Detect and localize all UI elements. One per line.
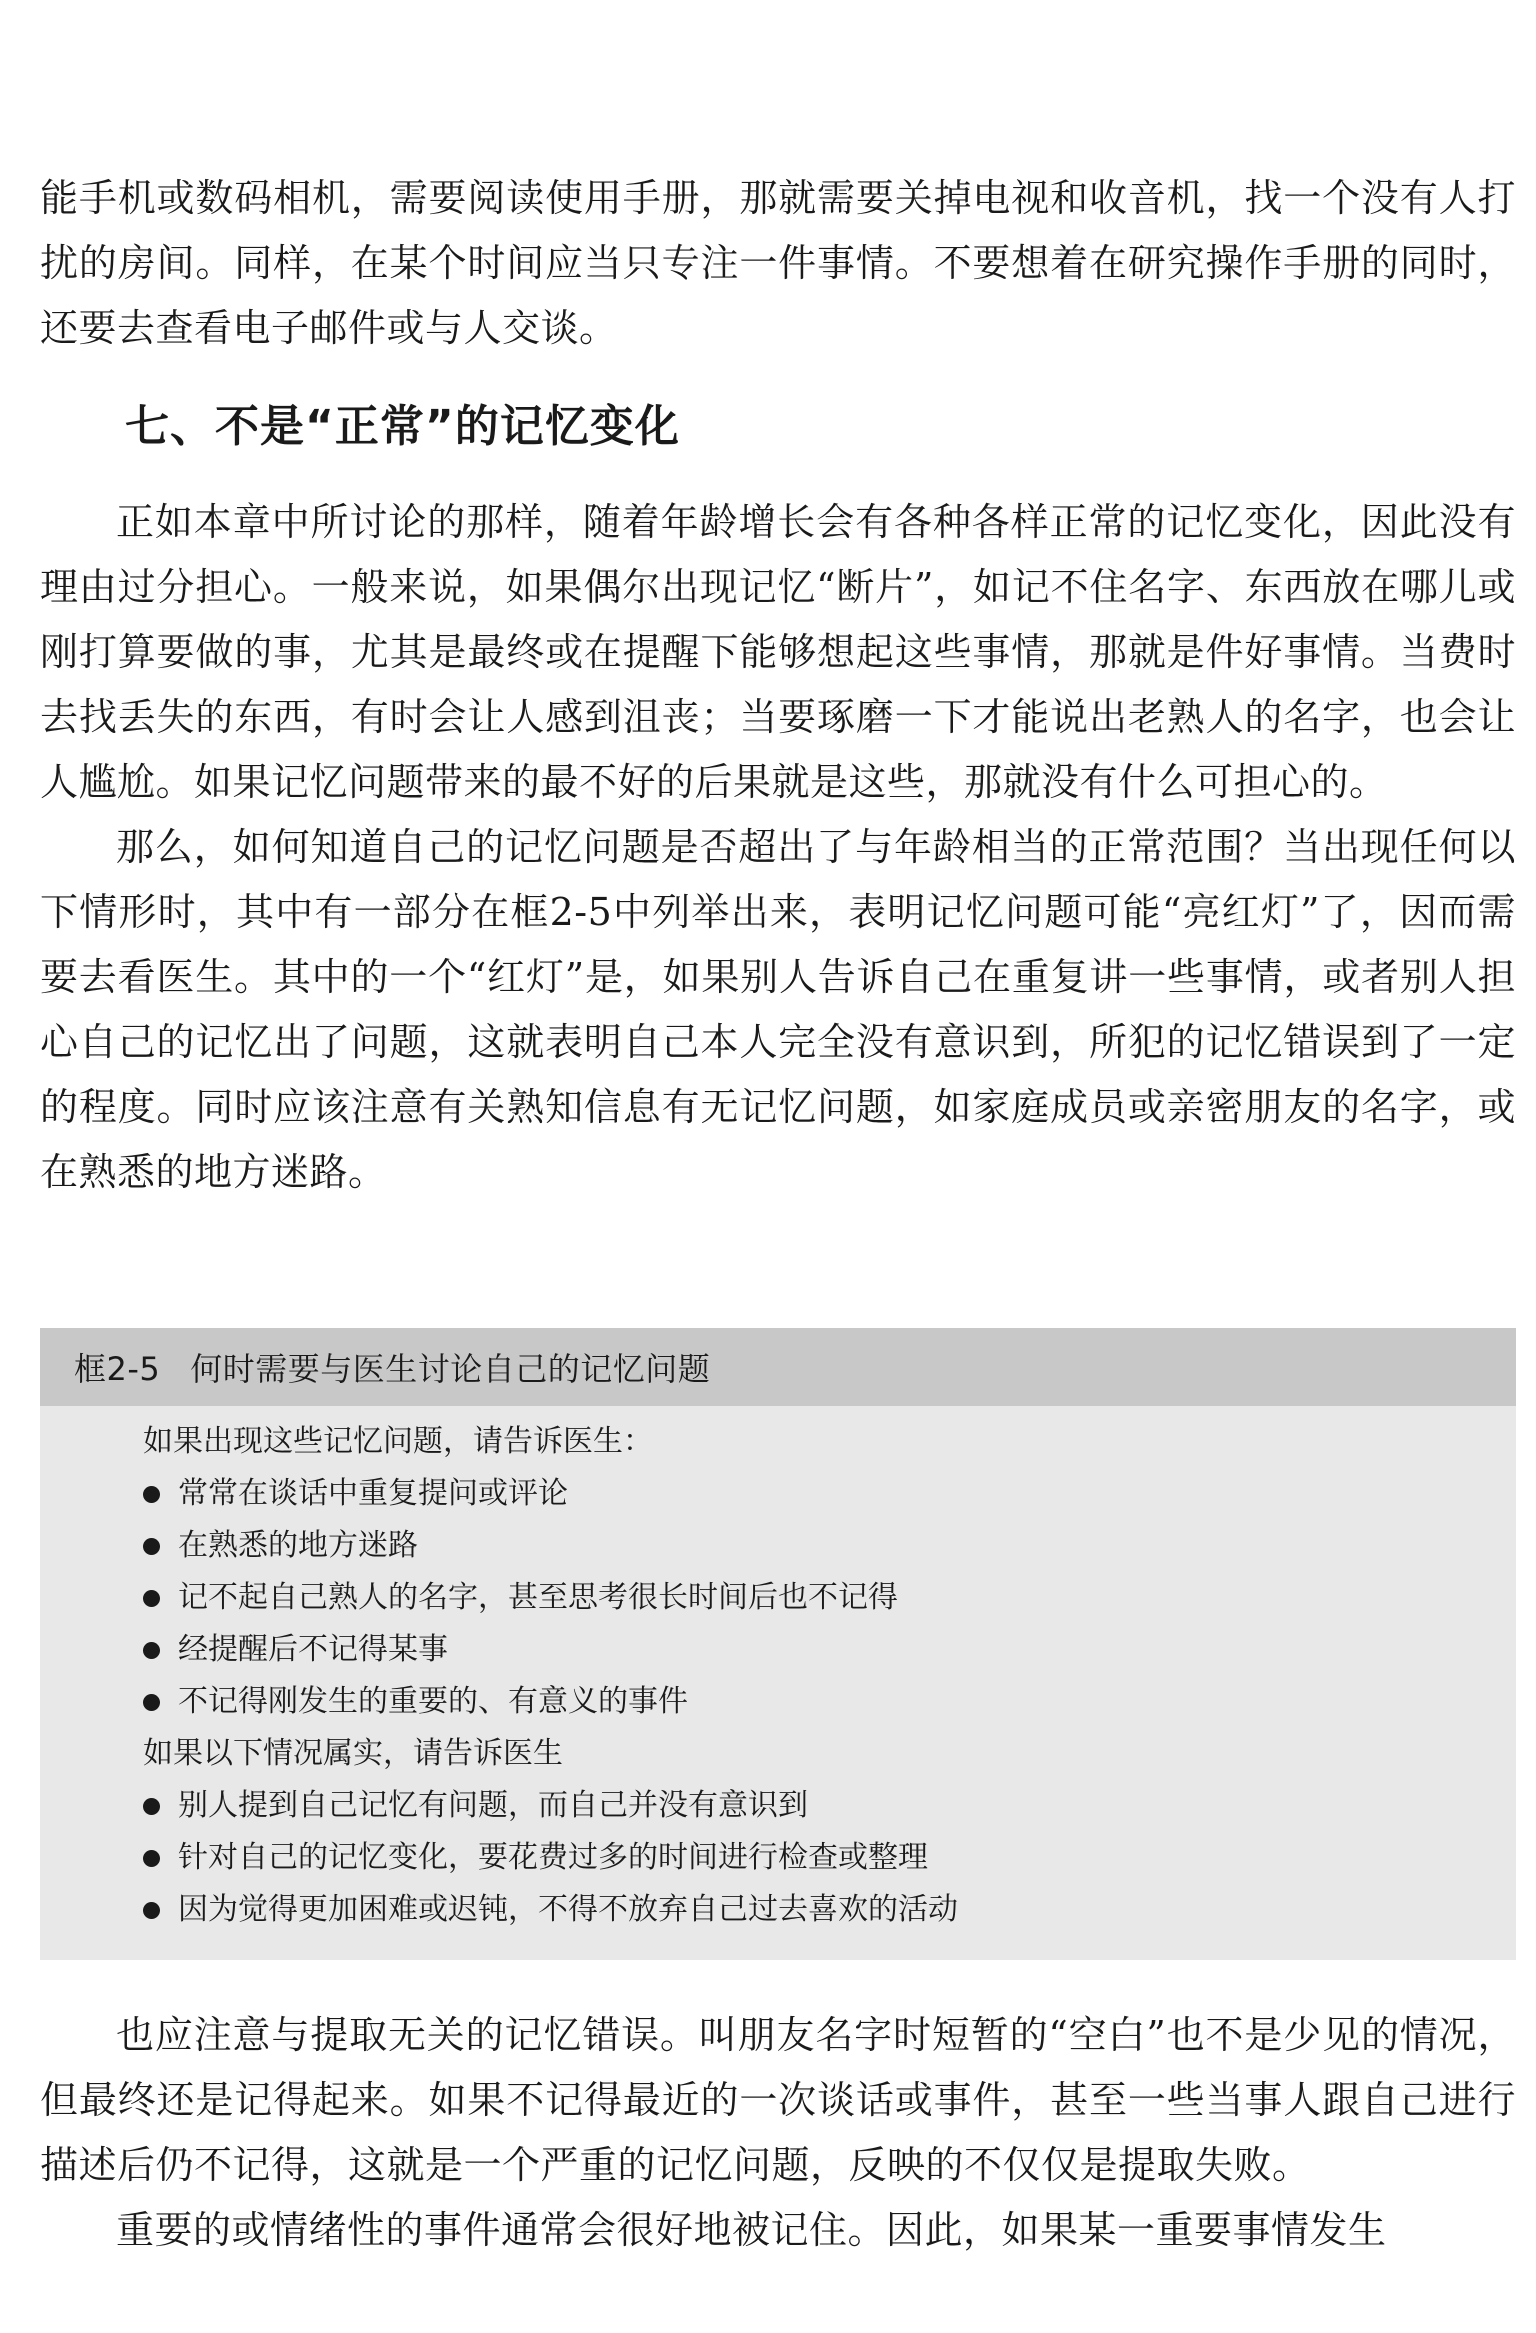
bullet-icon <box>143 1486 160 1503</box>
intro-paragraph: 能手机或数码相机，需要阅读使用手册，那就需要关掉电视和收音机，找一个没有人打扰的房间。同样，在某个时间应当只专注一件事情。不要想着在研究操作手册的同时，还要去查看电子邮件或与人交谈。 <box>40 176 1516 350</box>
closing-body <box>40 2003 1516 2263</box>
list-item: 别人提到自己记忆有问题，而自己并没有意识到 <box>143 1780 1516 1832</box>
bullet-icon <box>143 1694 160 1711</box>
bullet-icon <box>143 1798 160 1815</box>
box-label: 框2-5 <box>74 1350 161 1388</box>
section-body <box>40 490 1516 1205</box>
list-item: 针对自己的记忆变化，要花费过多的时间进行检查或整理 <box>143 1832 1516 1884</box>
box-body <box>40 1406 1516 1936</box>
box-group2-intro: 如果以下情况属实，请告诉医生 <box>143 1736 563 1771</box>
list-item: 在熟悉的地方迷路 <box>143 1520 1516 1572</box>
bullet-icon <box>143 1590 160 1607</box>
closing-paragraph-2: 重要的或情绪性的事件通常会很好地被记住。因此，如果某一重要事情发生 <box>116 2208 1387 2252</box>
bullet-icon <box>143 1902 160 1919</box>
section-paragraph-2: 那么，如何知道自己的记忆问题是否超出了与年龄相当的正常范围？当出现任何以下情形时，其中有一部分在框2-5中列举出来，表明记忆问题可能“亮红灯”了，因而需要去看医生。其中的一个“红灯”是，如果别人告诉自己在重复讲一些事情，或者别人担心自己的记忆出了问题，这就表明自己本人完全没有意识到，所犯的记忆错误到了一定的程度。同时应该注意有关熟知信息有无记忆问题，如家庭成员或亲密朋友的名字，或在熟悉的地方迷路。 <box>40 825 1516 1194</box>
bullet-icon <box>143 1538 160 1555</box>
closing-paragraph-1: 也应注意与提取无关的记忆错误。叫朋友名字时短暂的“空白”也不是少见的情况，但最终还是记得起来。如果不记得最近的一次谈话或事件，甚至一些当事人跟自己进行描述后仍不记得，这就是一个严重的记忆问题，反映的不仅仅是提取失败。 <box>40 2013 1516 2187</box>
section-heading: 七、不是“正常”的记忆变化 <box>125 401 680 452</box>
box-header <box>40 1328 1516 1406</box>
list-item: 记不起自己熟人的名字，甚至思考很长时间后也不记得 <box>143 1572 1516 1624</box>
bullet-icon <box>143 1642 160 1659</box>
list-item: 不记得刚发生的重要的、有意义的事件 <box>143 1676 1516 1728</box>
box-title: 何时需要与医生讨论自己的记忆问题 <box>190 1350 711 1388</box>
box-group1-intro: 如果出现这些记忆问题，请告诉医生： <box>143 1424 653 1459</box>
list-item: 因为觉得更加困难或迟钝，不得不放弃自己过去喜欢的活动 <box>143 1884 1516 1936</box>
list-item: 常常在谈话中重复提问或评论 <box>143 1468 1516 1520</box>
sidebar-box-2-5 <box>40 1328 1516 1960</box>
section-paragraph-1: 正如本章中所讨论的那样，随着年龄增长会有各种各样正常的记忆变化，因此没有理由过分担心。一般来说，如果偶尔出现记忆“断片”，如记不住名字、东西放在哪儿或刚打算要做的事，尤其是最终或在提醒下能够想起这些事情，那就是件好事情。当费时去找丢失的东西，有时会让人感到沮丧；当要琢磨一下才能说出老熟人的名字，也会让人尴尬。如果记忆问题带来的最不好的后果就是这些，那就没有什么可担心的。 <box>40 500 1516 804</box>
list-item: 经提醒后不记得某事 <box>143 1624 1516 1676</box>
bullet-icon <box>143 1850 160 1867</box>
intro-paragraph-block <box>40 166 1516 361</box>
